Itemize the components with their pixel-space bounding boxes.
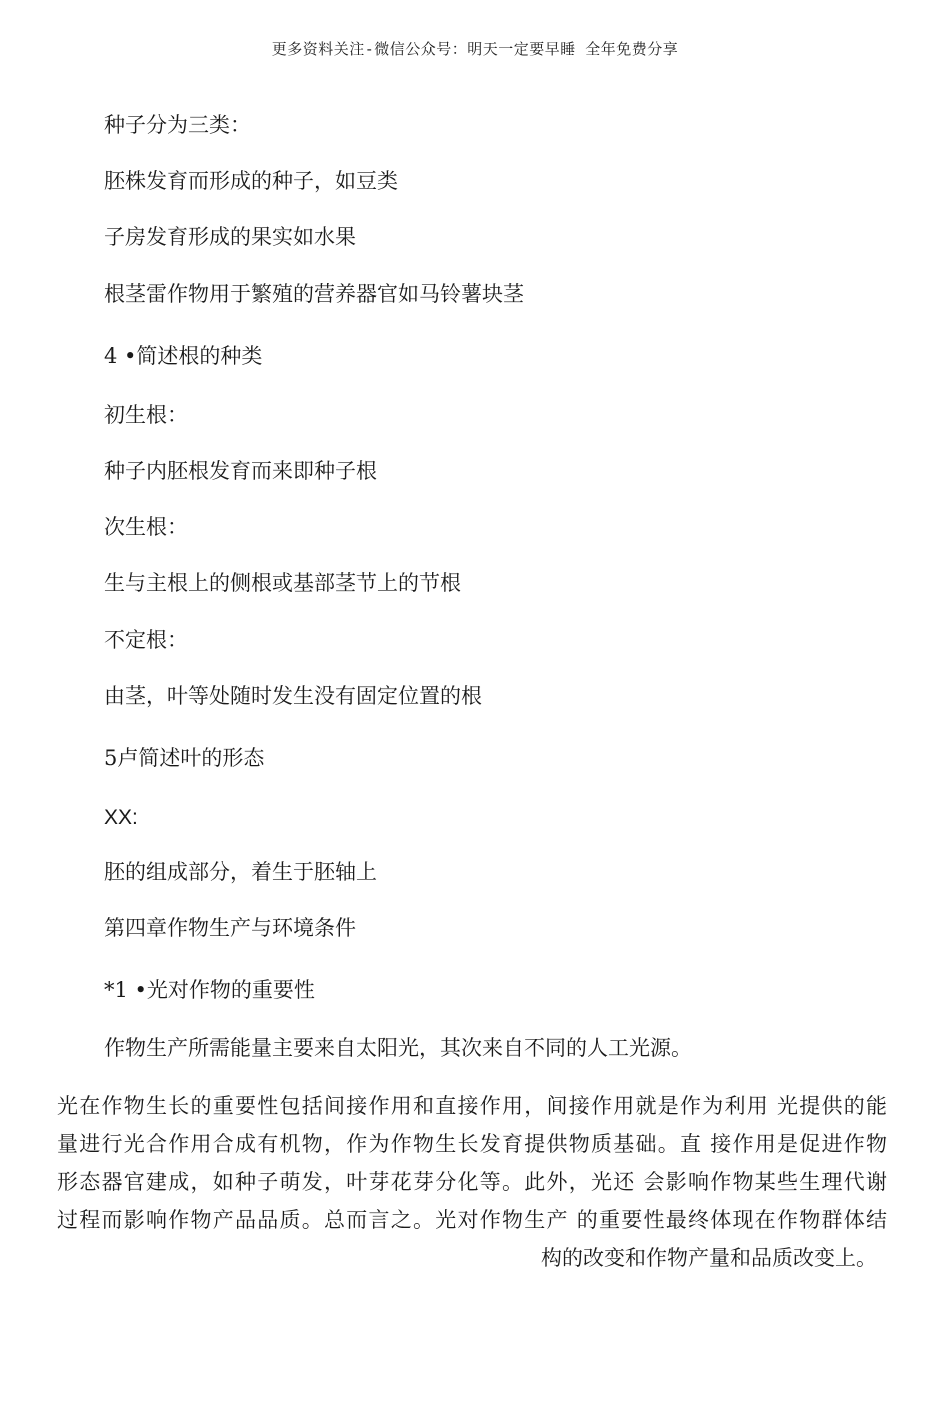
paragraph-line: 光在作物生长的重要性包括间接作用和直接作用，间接作用就是作为利用 光提供的能: [57, 1094, 887, 1118]
text-line-seed-types-heading: 种子分为三类：: [104, 113, 251, 137]
paragraph-line: 量进行光合作用合成有机物，作为作物生长发育提供物质基础。直 接作用是促进作物: [57, 1132, 888, 1156]
section-heading-light-importance: *1 •光对作物的重要性: [104, 978, 315, 1002]
paragraph-line: 过程而影响作物产品品质。总而言之。光对作物生产 的重要性最终体现在作物群体结: [57, 1208, 888, 1232]
section-heading-root-types: 4 •简述根的种类: [104, 344, 263, 368]
paragraph-line: 形态器官建成，如种子萌发，叶芽花芽分化等。此外，光还 会影响作物某些生理代谢: [57, 1170, 887, 1194]
text-line-secondary-root-label: 次生根：: [104, 515, 188, 539]
section-heading-leaf-form: 5卢简述叶的形态: [104, 746, 265, 770]
text-line-vegetative-organ: 根茎雷作物用于繁殖的营养器官如马铃薯块茎: [104, 282, 524, 306]
text-line-adventitious-root-desc: 由茎，叶等处随时发生没有固定位置的根: [104, 684, 482, 708]
paragraph-line-last: 构的改变和作物产量和品质改变上。: [541, 1246, 877, 1270]
text-line-primary-root-label: 初生根：: [104, 403, 188, 427]
page-header: 更多资料关注-微信公众号：明天一定要早睡 全年免费分享: [271, 40, 679, 58]
text-line-xx-label: XX:: [104, 806, 138, 829]
text-line-energy-source: 作物生产所需能量主要来自太阳光，其次来自不同的人工光源。: [104, 1036, 692, 1060]
text-line-fruit-from-ovary: 子房发育形成的果实如水果: [104, 225, 356, 249]
chapter-heading-chapter-four: 第四章作物生产与环境条件: [104, 916, 356, 940]
text-line-embryo-part: 胚的组成部分，着生于胚轴上: [104, 860, 377, 884]
text-line-primary-root-desc: 种子内胚根发育而来即种子根: [104, 459, 377, 483]
text-line-secondary-root-desc: 生与主根上的侧根或基部茎节上的节根: [104, 571, 461, 595]
text-line-adventitious-root-label: 不定根：: [104, 628, 188, 652]
text-line-seed-from-ovule: 胚株发育而形成的种子，如豆类: [104, 169, 398, 193]
body-paragraph-light-role: [57, 1087, 887, 1277]
